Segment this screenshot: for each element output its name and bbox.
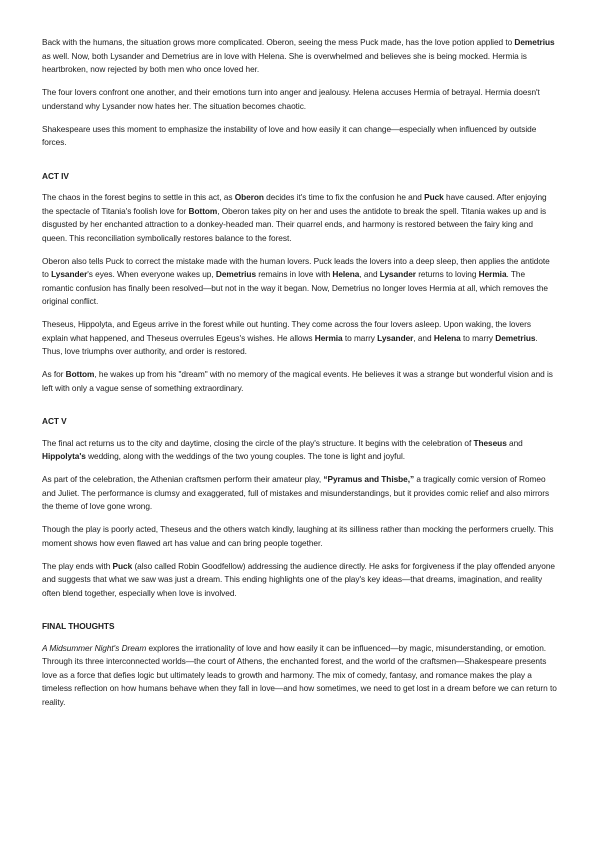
text-run: , he wakes up from his "dream" with no memory of the magical events. He believes it was a strange but wonderful vision and is left with only a vague sense of something extraordinary. (42, 369, 553, 393)
bold-text: Hermia (314, 332, 343, 343)
paragraph (42, 437, 557, 464)
paragraph (42, 368, 557, 395)
text-run: Oberon also tells Puck to correct the mistake made with the human lovers. Puck leads the lovers into a deep sleep, then applies the antidote to (42, 255, 550, 279)
paragraph (42, 255, 557, 309)
bold-text: Demetrius (514, 37, 555, 47)
section (42, 415, 557, 600)
bold-text: Lysander (51, 269, 88, 279)
bold-text: Oberon (234, 192, 264, 202)
text-run: The play ends with (42, 560, 113, 571)
paragraph (42, 123, 557, 150)
bold-text: Bottom (65, 369, 95, 379)
text-run: . The romantic confusion has finally been resolved—but not in the way it began. Now, Demetrius no longer loves Hermia at all, which removes the original conflict. (42, 269, 548, 306)
text-run: decides it's time to fix the confusion he and (263, 192, 425, 202)
italic-title: A Midsummer Night's Dream (42, 642, 147, 653)
text-run: The chaos in the forest begins to settle in this act, as (42, 192, 235, 202)
paragraph (42, 36, 557, 77)
paragraph (42, 86, 557, 113)
bold-text: Lysander (377, 332, 414, 343)
text-run: , and (359, 269, 380, 279)
text-run: to marry (342, 332, 378, 343)
bold-text: Demetrius (495, 332, 536, 343)
section (42, 620, 557, 709)
text-run: , Oberon takes pity on her and uses the antidote to break the spell. Titania wakes up and is disgusted by her enchanted attraction to a donkey-headed man. Their quarrel ends, and harmony is restored between the fairy king and queen. This reconciliation symbolically restores balance to the forest. (42, 205, 547, 243)
text-run: and (506, 437, 523, 448)
text-run: Though the play is poorly acted, Theseus and the others watch kindly, laughing at its silliness rather than mocking the performers cruelly. This moment shows how even flawed art has value and can bring people together. (42, 524, 554, 548)
bold-text: Bottom (188, 205, 218, 216)
paragraph (42, 318, 557, 359)
text-run: 's eyes. When everyone wakes up, (87, 269, 216, 279)
text-run: Shakespeare uses this moment to emphasize the instability of love and how easily it can change—especially when influenced by outside forces. (42, 123, 537, 147)
paragraph (42, 191, 557, 245)
text-run: As for (42, 369, 66, 379)
bold-text: Helena (433, 332, 461, 343)
text-run: a tragically comic version of Romeo and Juliet. The performance is clumsy and exaggerated, full of mistakes and misunderstandings, but it provides comic relief and also mirrors the theme of love gone wrong. (42, 474, 550, 511)
text-run: (also called Robin Goodfellow) addressing the audience directly. He asks for forgiveness if the play offended anyone and suggests that what we saw was just a dream. This ending highlights one of the play's key ideas—that dreams, imagination, and reality often blend together, especially when love is involved. (42, 560, 555, 598)
text-run: Theseus, Hippolyta, and Egeus arrive in the forest while out hunting. They come across the four lovers asleep. Upon waking, the lovers explain what happened, and Theseus overrules Egeus's wishes. He allows (42, 319, 531, 343)
section-heading: FINAL THOUGHTS (42, 621, 115, 631)
paragraph (42, 523, 557, 550)
section (42, 170, 557, 396)
text-run: . Thus, love triumphs over authority, and order is restored. (42, 332, 538, 356)
bold-text: Lysander (379, 269, 416, 279)
bold-text: Hippolyta's (42, 451, 86, 461)
bold-text: Puck (424, 192, 444, 202)
text-run: returns to loving (415, 269, 479, 279)
text-run: as well. Now, both Lysander and Demetrius are in love with Helena. She is overwhelmed and believes she is being mocked. Hermia is heartbroken, now rejected by both men who once loved her. (42, 50, 527, 74)
bold-text: “Pyramus and Thisbe,” (323, 474, 415, 484)
text-run: remains in love with (256, 269, 333, 279)
text-run: Back with the humans, the situation grows more complicated. Oberon, seeing the mess Puck made, has the love potion applied to (42, 37, 515, 47)
text-run: , and (413, 332, 434, 343)
section-heading: ACT V (42, 416, 67, 426)
bold-text: Theseus (473, 437, 507, 448)
text-run: to marry (460, 332, 496, 343)
text-run: have caused. After enjoying the spectacle of Titania's foolish love for (42, 192, 547, 216)
section (42, 36, 557, 150)
bold-text: Puck (112, 560, 133, 571)
text-run: The final act returns us to the city and daytime, closing the circle of the play's structure. It begins with the celebration of (42, 437, 474, 448)
bold-text: Hermia (478, 269, 507, 279)
text-run: The four lovers confront one another, and their emotions turn into anger and jealousy. Helena accuses Hermia of betrayal. Hermia doesn't understand why Lysander now hates her. The situation becomes chaotic. (42, 87, 540, 111)
text-run: As part of the celebration, the Athenian craftsmen perform their amateur play, (42, 474, 324, 484)
text-run: wedding, along with the weddings of the two young couples. The tone is light and joyful. (85, 451, 406, 461)
paragraph (42, 473, 557, 514)
bold-text: Demetrius (215, 269, 257, 279)
text-run: explores the irrationality of love and how easily it can be influenced—by magic, misunderstanding, or emotion. Through its three interconnected worlds—the court of Athens, the enchanted forest, and the world of the craftsmen—Shakespeare presents love as a force that defies logic but ultimately leads to growth and harmony. The mix of comedy, fantasy, and romance makes the play a timeless reflection on how humans behave when they fall in love—and how sometimes, we need to get lost in a dream before we can return to reality. (42, 642, 557, 707)
paragraph (42, 560, 557, 601)
bold-text: Helena (332, 269, 360, 279)
paragraph (42, 642, 557, 710)
section-heading: ACT IV (42, 170, 69, 181)
